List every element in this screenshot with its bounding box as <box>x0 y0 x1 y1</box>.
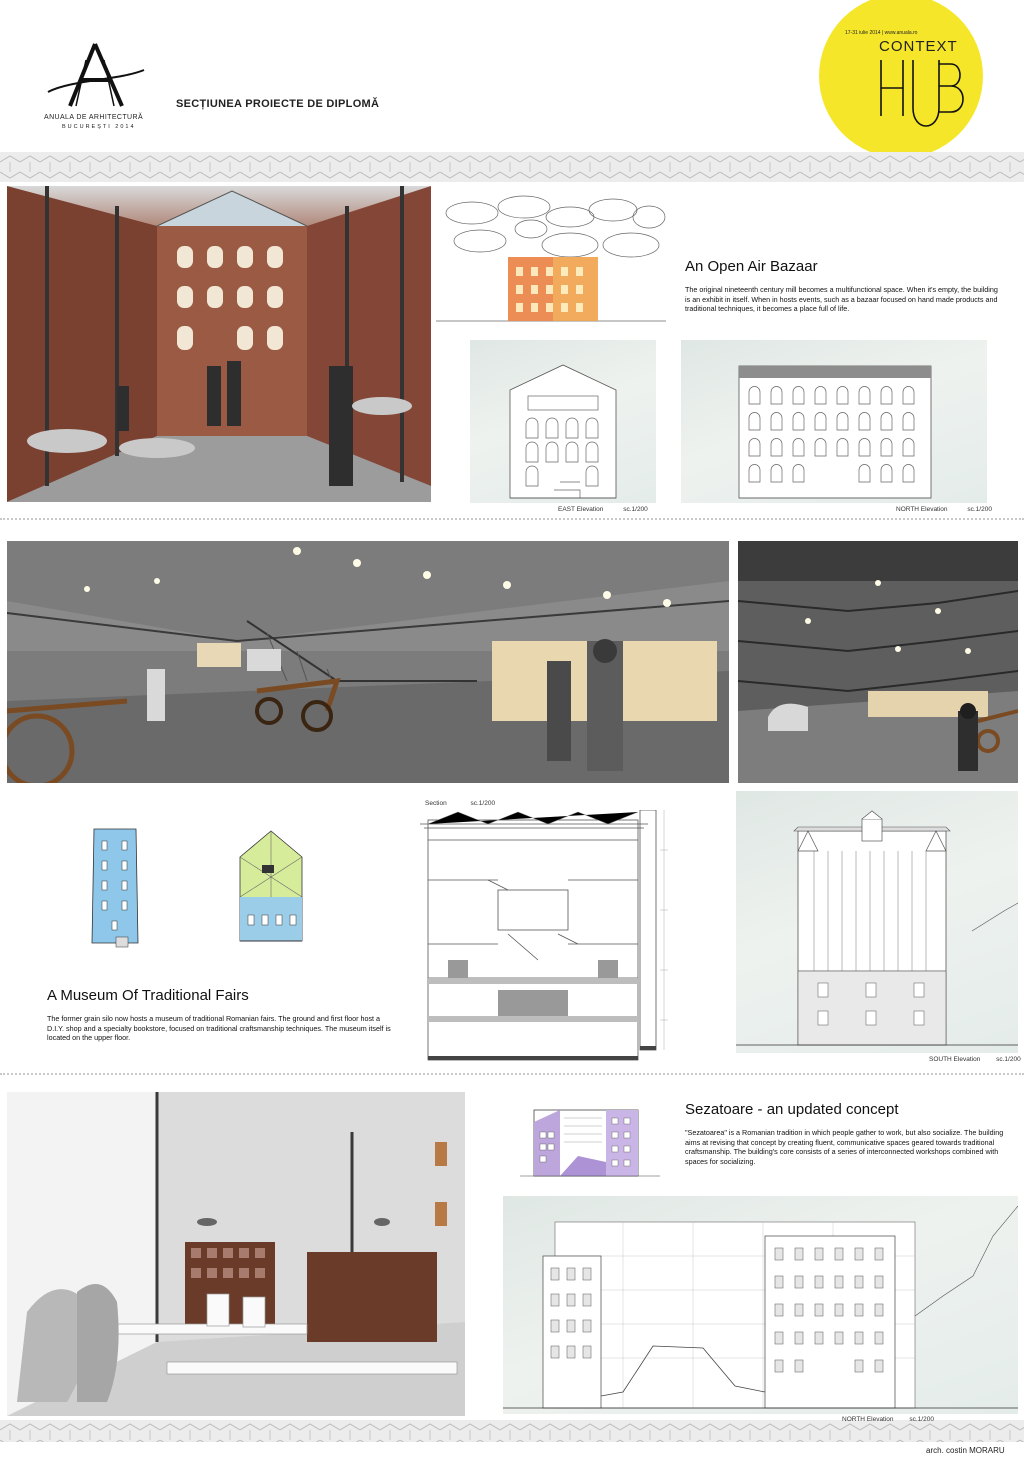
east-elevation-scale: sc.1/200 <box>623 506 648 513</box>
east-elevation-caption <box>558 506 648 513</box>
logo-line-2: BUCUREȘTI 2014 <box>62 124 136 130</box>
decorative-band-bottom <box>0 1420 1024 1442</box>
north-elevation-scale-2: sc.1/200 <box>909 1416 934 1423</box>
badge-date: 17-31 iulie 2014 | www.anuala.ro <box>845 30 918 36</box>
section-scale: sc.1/200 <box>470 800 496 807</box>
section-title: SECȚIUNEA PROIECTE DE DIPLOMĂ <box>176 98 380 110</box>
hub-lettering-icon <box>877 56 969 136</box>
north-elevation-caption-1 <box>896 506 992 513</box>
east-elevation-label: EAST Elevation <box>558 506 604 513</box>
north-elevation-label-2: NORTH Elevation <box>842 1416 894 1423</box>
south-elevation-scale: sc.1/200 <box>996 1056 1021 1063</box>
south-elevation-caption <box>929 1056 1021 1063</box>
context-hub-badge <box>819 0 983 158</box>
sezatoare-title: Sezatoare - an updated concept <box>685 1101 899 1118</box>
south-elevation-drawing <box>736 791 1018 1053</box>
museum-atrium-render <box>738 541 1018 783</box>
bazaar-interior-render <box>7 186 431 502</box>
badge-context: CONTEXT <box>879 38 958 55</box>
silo-sketch-section <box>236 827 306 945</box>
bazaar-title: An Open Air Bazaar <box>685 258 818 275</box>
museum-title: A Museum Of Traditional Fairs <box>47 987 249 1004</box>
dotted-divider-2 <box>0 1073 1024 1075</box>
north-elevation-drawing <box>681 340 987 503</box>
east-elevation-drawing <box>470 340 656 503</box>
silo-sketch-plan <box>86 825 144 957</box>
north-elevation-label-1: NORTH Elevation <box>896 506 948 513</box>
section-caption <box>425 800 495 807</box>
decorative-band-top <box>0 152 1024 182</box>
sezatoare-body: "Sezatoarea" is a Romanian tradition in which people gather to work, but also socialize. The building aims at revising that concept by creating fluent, communicative spaces geared towards traditional craftsmanship. The building's core consists of a series of interconnected workshops combined with spaces for socializing. <box>685 1128 1004 1166</box>
anuala-logo <box>40 40 150 140</box>
workshop-interior-render <box>7 1092 465 1416</box>
museum-body: The former grain silo now hosts a museum of traditional Romanian fairs. The ground and first floor host a D.I.Y. shop and a specialty bookstore, focused on traditional craftsmanship techniques. The museum itself is located on the upper floor. <box>47 1014 391 1042</box>
dotted-divider-1 <box>0 518 1024 520</box>
north-elevation-caption-2 <box>842 1416 934 1423</box>
sezatoare-north-elevation-drawing <box>503 1196 1018 1414</box>
bazaar-body: The original nineteenth century mill becomes a multifunctional space. When it's empty, the building is an exhibit in itself. When in hosts events, such as a bazaar focused on hand made products and traditional techniques, it becomes a place full of life. <box>685 285 998 313</box>
north-elevation-scale-1: sc.1/200 <box>967 506 992 513</box>
museum-section-drawing <box>408 810 690 1063</box>
author-credit: arch. costin MORARU <box>926 1446 1005 1455</box>
section-label: Section <box>425 800 447 807</box>
south-elevation-label: SOUTH Elevation <box>929 1056 981 1063</box>
bazaar-sketch <box>436 193 666 329</box>
anuala-a-icon <box>40 40 150 110</box>
logo-line-1: ANUALA DE ARHITECTURĂ <box>44 114 144 121</box>
museum-hall-render <box>7 541 729 783</box>
sezatoare-sketch <box>520 1092 660 1188</box>
